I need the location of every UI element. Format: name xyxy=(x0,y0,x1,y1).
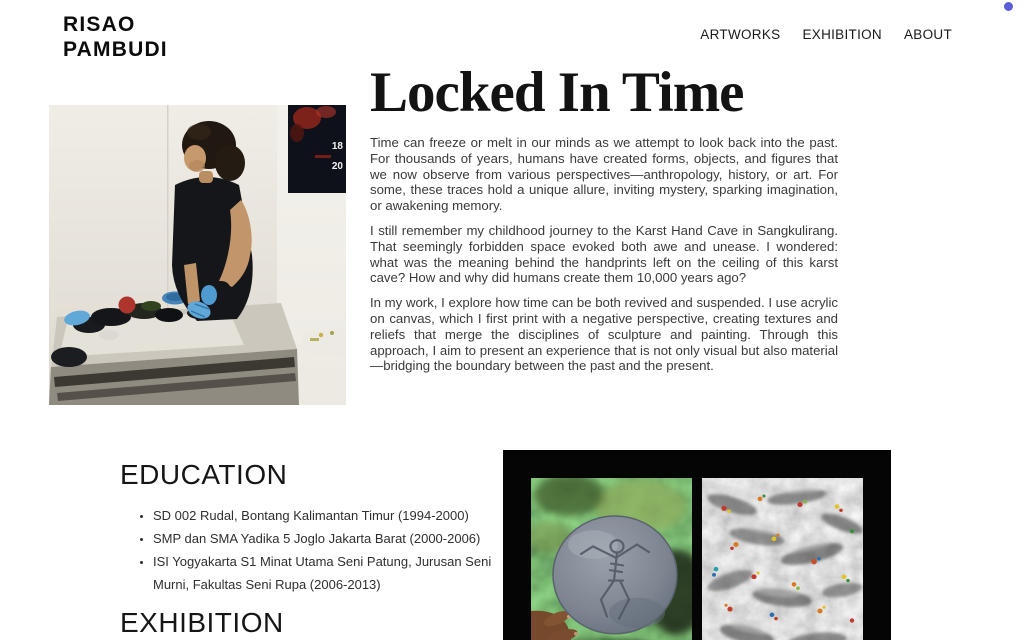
site-logo-line1: RISAO xyxy=(63,13,136,36)
relief-artwork-illustration xyxy=(702,478,863,640)
main-nav xyxy=(700,27,952,42)
svg-text:20: 20 xyxy=(331,161,343,172)
intro-section xyxy=(370,62,838,383)
site-logo[interactable] xyxy=(63,12,168,62)
intro-paragraph-1: Time can freeze or melt in our minds as we attempt to look back into the past. For thousands of years, humans have created forms, objects, and figures that we now observe from various perspectives—anthropology, history, or art. For some, these traces hold a unique allure, inviting mystery, sparking imagination, or awakening memory. xyxy=(370,135,838,214)
site-logo-line2: PAMBUDI xyxy=(63,38,168,61)
engraved-disc xyxy=(553,516,677,634)
artist-figure xyxy=(172,121,253,322)
education-item-1: • SD 002 Rudal, Bontang Kalimantan Timur (1994-2000) xyxy=(153,504,498,527)
studio-poster xyxy=(288,105,346,193)
artist-photo xyxy=(49,105,346,405)
status-dot-icon xyxy=(1004,2,1013,11)
education-list xyxy=(120,504,498,596)
svg-text:18: 18 xyxy=(331,141,343,152)
nav-about[interactable]: ABOUT xyxy=(903,27,952,42)
nav-exhibition[interactable]: EXHIBITION xyxy=(802,27,882,42)
page-title: Locked In Time xyxy=(370,61,744,124)
nav-artworks[interactable]: ARTWORKS xyxy=(700,27,781,42)
exhibition-heading: EXHIBITION xyxy=(120,607,284,638)
gallery-panel xyxy=(503,450,891,640)
intro-paragraph-3: In my work, I explore how time can be both revived and suspended. I use acrylic on canvas, which I first print with a negative perspective, creating textures and reliefs that merge the disciplines of sculpture and painting. Through this approach, I aim to present an experience that is not only visual but also material—bridging the boundary between the past and the present. xyxy=(370,295,838,374)
intro-paragraph-2: I still remember my childhood journey to the Karst Hand Cave in Sangkulirang. That seemingly forbidden space evoked both awe and unease. I wondered: what was the meaning behind the handprints left on the ceiling of this karst cave? How and why did humans create them 10,000 years ago? xyxy=(370,222,838,286)
relief-artwork-photo xyxy=(702,478,863,640)
disc-artwork-photo xyxy=(531,478,692,640)
disc-artwork-illustration xyxy=(531,478,692,640)
education-item-2: • SMP dan SMA Yadika 5 Joglo Jakarta Barat (2000-2006) xyxy=(153,527,498,550)
artist-photo-illustration xyxy=(49,105,346,405)
education-heading: EDUCATION xyxy=(120,459,288,490)
resume-section xyxy=(120,460,495,638)
education-item-3: • ISI Yogyakarta S1 Minat Utama Seni Patung, Jurusan Seni Murni, Fakultas Seni Rupa (2006-2013) xyxy=(153,550,498,596)
